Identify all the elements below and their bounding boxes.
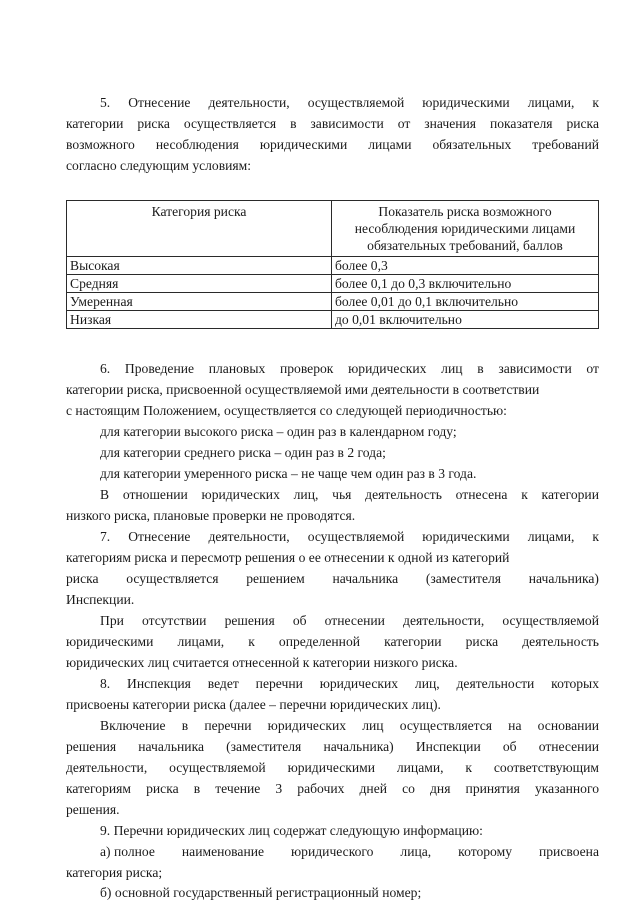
text-line: юридических лиц считается отнесенной к категории низкого риска. (66, 655, 458, 670)
risk-category-table (66, 200, 599, 329)
header-category-label: Категория риска (151, 204, 247, 219)
word: решением (246, 571, 305, 586)
text-line: деятельности, осуществляемой юридическими лицами, к соответствующим (66, 760, 599, 775)
text-line: 5. Отнесение деятельности, осуществляемой юридическими лицами, к (100, 95, 599, 110)
table-row (67, 311, 599, 329)
table-row (67, 275, 599, 293)
table-row (67, 293, 599, 311)
text-line: юридическими лицами, к определенной категории риска деятельность (66, 634, 599, 649)
text-line: решения начальника (заместителя начальника) Инспекции об отнесении (66, 739, 599, 754)
text-line (100, 842, 599, 862)
text-line: низкого риска, плановые проверки не проводятся. (66, 508, 356, 523)
word: начальника) (528, 571, 599, 586)
header-cell-indicator (332, 201, 599, 257)
word: осуществляется (126, 571, 219, 586)
category-cell: Низкая (67, 311, 332, 329)
text-line: Инспекции. (66, 592, 135, 607)
text-line: согласно следующим условиям: (66, 158, 252, 173)
header-indicator-line: несоблюдения юридическими лицами (354, 221, 576, 236)
word: риска (66, 571, 99, 586)
value-cell: более 0,3 (332, 257, 599, 275)
category-cell: Средняя (67, 275, 332, 293)
text-line: категориям риска и пересмотр решения о ее отнесении к одной из категорий (66, 550, 510, 565)
word: присвоена (538, 844, 599, 859)
word: а) полное (100, 844, 155, 859)
word: (заместителя (425, 571, 502, 586)
table-row (67, 257, 599, 275)
text-line: категориям риска в течение 3 рабочих дней со дня принятия указанного (66, 781, 599, 796)
text-line: возможного несоблюдения юридическими лицами обязательных требований (66, 137, 599, 152)
value-cell: до 0,01 включительно (332, 311, 599, 329)
text-line: 7. Отнесение деятельности, осуществляемой юридическими лицами, к (100, 529, 599, 544)
text-line: 9. Перечни юридических лиц содержат следующую информацию: (100, 823, 483, 838)
word: которому (458, 844, 512, 859)
text-line: категория риска; (66, 865, 163, 880)
text-line: б) основной государственный регистрационный номер; (100, 885, 422, 900)
word: наименование (181, 844, 265, 859)
text-line: категории риска осуществляется в зависимости от значения показателя риска (66, 116, 599, 131)
word: лица, (400, 844, 432, 859)
text-line: решения. (66, 802, 120, 817)
text-line: В отношении юридических лиц, чья деятельность отнесена к категории (100, 487, 599, 502)
text-line: 6. Проведение плановых проверок юридических лиц в зависимости от (100, 361, 599, 376)
list-item: для категории высокого риска – один раз в календарном году; (100, 424, 457, 439)
text-line: Включение в перечни юридических лиц осуществляется на основании (100, 718, 599, 733)
text-line: 8. Инспекция ведет перечни юридических лиц, деятельности которых (100, 676, 599, 691)
word: юридического (291, 844, 374, 859)
header-indicator-line: Показатель риска возможного (378, 204, 552, 219)
value-cell: более 0,1 до 0,3 включительно (332, 275, 599, 293)
list-item: для категории умеренного риска – не чаще чем один раз в 3 года. (100, 466, 477, 481)
category-cell: Высокая (67, 257, 332, 275)
value-cell: более 0,01 до 0,1 включительно (332, 293, 599, 311)
table-header-row (67, 201, 599, 257)
text-line: с настоящим Положением, осуществляется со следующей периодичностью: (66, 403, 507, 418)
text-line: При отсутствии решения об отнесении деятельности, осуществляемой (100, 613, 599, 628)
list-item: для категории среднего риска – один раз в 2 года; (100, 445, 386, 460)
word: начальника (332, 571, 399, 586)
category-cell: Умеренная (67, 293, 332, 311)
header-indicator-line: обязательных требований, баллов (367, 238, 563, 253)
header-cell-category (67, 201, 332, 257)
text-line: категории риска, присвоенной осуществляемой ими деятельности в соответствии (66, 382, 540, 397)
text-line (66, 569, 599, 589)
text-line: присвоены категории риска (далее – перечни юридических лиц). (66, 697, 441, 712)
